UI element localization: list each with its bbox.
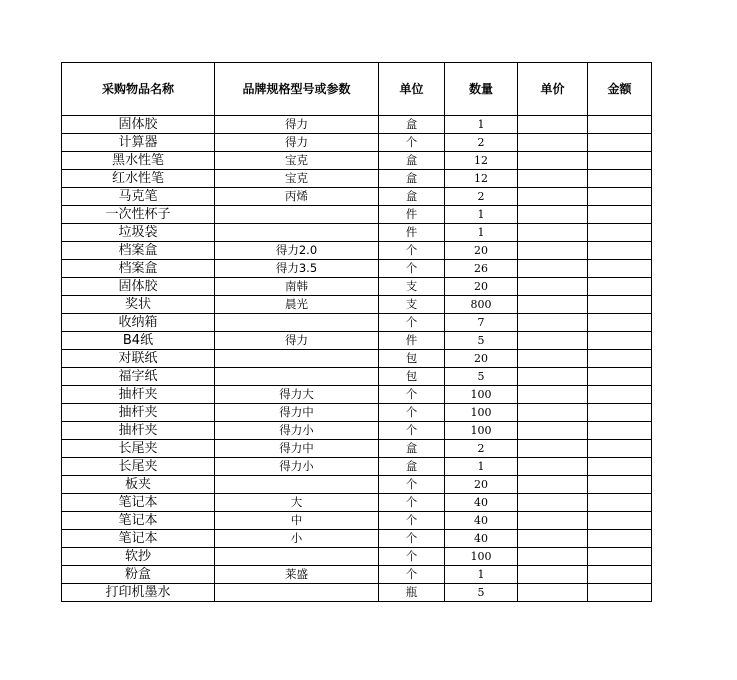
cell-unit: 支 <box>379 278 445 296</box>
cell-unit: 个 <box>379 530 445 548</box>
cell-unit-price <box>518 278 588 296</box>
header-unit-price: 单价 <box>518 63 588 116</box>
cell-unit-price <box>518 206 588 224</box>
cell-item-name: 抽杆夹 <box>62 404 215 422</box>
cell-amount <box>588 296 652 314</box>
cell-quantity: 1 <box>445 116 518 134</box>
cell-quantity: 40 <box>445 494 518 512</box>
cell-unit-price <box>518 548 588 566</box>
cell-unit: 件 <box>379 206 445 224</box>
cell-amount <box>588 512 652 530</box>
cell-spec: 大 <box>215 494 379 512</box>
cell-quantity: 1 <box>445 224 518 242</box>
cell-quantity: 20 <box>445 350 518 368</box>
cell-amount <box>588 584 652 602</box>
cell-spec: 得力大 <box>215 386 379 404</box>
cell-amount <box>588 404 652 422</box>
cell-quantity: 100 <box>445 386 518 404</box>
cell-unit-price <box>518 476 588 494</box>
cell-unit-price <box>518 404 588 422</box>
cell-spec <box>215 350 379 368</box>
cell-item-name: 收纳箱 <box>62 314 215 332</box>
cell-quantity: 20 <box>445 476 518 494</box>
table-row <box>62 332 652 350</box>
cell-spec <box>215 224 379 242</box>
cell-amount <box>588 116 652 134</box>
cell-spec: 丙烯 <box>215 188 379 206</box>
table-row <box>62 296 652 314</box>
cell-unit-price <box>518 314 588 332</box>
cell-amount <box>588 260 652 278</box>
cell-unit: 包 <box>379 350 445 368</box>
table-row <box>62 494 652 512</box>
cell-unit-price <box>518 332 588 350</box>
table-row <box>62 530 652 548</box>
cell-unit: 个 <box>379 314 445 332</box>
header-item-name: 采购物品名称 <box>62 63 215 116</box>
cell-quantity: 100 <box>445 404 518 422</box>
table-row <box>62 476 652 494</box>
cell-quantity: 2 <box>445 440 518 458</box>
cell-amount <box>588 224 652 242</box>
cell-amount <box>588 206 652 224</box>
cell-unit: 盒 <box>379 440 445 458</box>
cell-unit: 件 <box>379 224 445 242</box>
cell-amount <box>588 314 652 332</box>
header-quantity: 数量 <box>445 63 518 116</box>
cell-unit-price <box>518 422 588 440</box>
cell-item-name: 笔记本 <box>62 530 215 548</box>
cell-item-name: 档案盒 <box>62 242 215 260</box>
cell-spec: 得力3.5 <box>215 260 379 278</box>
cell-amount <box>588 152 652 170</box>
header-row <box>62 63 652 116</box>
cell-quantity: 1 <box>445 566 518 584</box>
cell-amount <box>588 278 652 296</box>
cell-amount <box>588 386 652 404</box>
cell-amount <box>588 242 652 260</box>
cell-item-name: 马克笔 <box>62 188 215 206</box>
cell-item-name: 红水性笔 <box>62 170 215 188</box>
cell-unit-price <box>518 188 588 206</box>
cell-quantity: 1 <box>445 458 518 476</box>
cell-quantity: 2 <box>445 188 518 206</box>
cell-unit-price <box>518 296 588 314</box>
cell-spec: 得力小 <box>215 422 379 440</box>
cell-amount <box>588 566 652 584</box>
cell-spec: 得力2.0 <box>215 242 379 260</box>
cell-spec: 晨光 <box>215 296 379 314</box>
table-row <box>62 350 652 368</box>
cell-unit: 个 <box>379 566 445 584</box>
cell-spec <box>215 548 379 566</box>
cell-item-name: 粉盒 <box>62 566 215 584</box>
table-row <box>62 512 652 530</box>
cell-unit: 个 <box>379 404 445 422</box>
cell-spec: 得力小 <box>215 458 379 476</box>
cell-unit-price <box>518 530 588 548</box>
table-row <box>62 152 652 170</box>
table-row <box>62 206 652 224</box>
cell-unit: 瓶 <box>379 584 445 602</box>
cell-spec <box>215 314 379 332</box>
cell-item-name: 奖状 <box>62 296 215 314</box>
cell-item-name: 黑水性笔 <box>62 152 215 170</box>
cell-quantity: 26 <box>445 260 518 278</box>
cell-quantity: 2 <box>445 134 518 152</box>
table-row <box>62 548 652 566</box>
cell-unit-price <box>518 440 588 458</box>
cell-unit: 包 <box>379 368 445 386</box>
cell-quantity: 40 <box>445 530 518 548</box>
cell-amount <box>588 134 652 152</box>
cell-spec: 得力 <box>215 332 379 350</box>
cell-item-name: 档案盒 <box>62 260 215 278</box>
cell-spec <box>215 584 379 602</box>
cell-item-name: 对联纸 <box>62 350 215 368</box>
cell-item-name: 抽杆夹 <box>62 422 215 440</box>
cell-unit: 个 <box>379 260 445 278</box>
cell-quantity: 20 <box>445 242 518 260</box>
cell-quantity: 40 <box>445 512 518 530</box>
cell-unit: 盒 <box>379 170 445 188</box>
cell-quantity: 5 <box>445 584 518 602</box>
cell-quantity: 5 <box>445 332 518 350</box>
cell-item-name: B4纸 <box>62 332 215 350</box>
cell-spec: 得力 <box>215 134 379 152</box>
cell-unit-price <box>518 170 588 188</box>
table-row <box>62 314 652 332</box>
table-row <box>62 242 652 260</box>
cell-unit: 盒 <box>379 116 445 134</box>
cell-quantity: 100 <box>445 422 518 440</box>
table-row <box>62 566 652 584</box>
cell-unit-price <box>518 116 588 134</box>
cell-amount <box>588 458 652 476</box>
table-body <box>62 116 652 602</box>
cell-amount <box>588 350 652 368</box>
cell-item-name: 垃圾袋 <box>62 224 215 242</box>
cell-unit-price <box>518 458 588 476</box>
table-row <box>62 440 652 458</box>
table-row <box>62 224 652 242</box>
cell-item-name: 固体胶 <box>62 116 215 134</box>
cell-unit: 盒 <box>379 458 445 476</box>
table-row <box>62 458 652 476</box>
table-row <box>62 386 652 404</box>
cell-spec: 宝克 <box>215 170 379 188</box>
cell-spec: 莱盛 <box>215 566 379 584</box>
cell-spec <box>215 476 379 494</box>
cell-amount <box>588 530 652 548</box>
cell-unit: 个 <box>379 422 445 440</box>
cell-quantity: 12 <box>445 170 518 188</box>
cell-unit-price <box>518 512 588 530</box>
cell-spec: 得力中 <box>215 440 379 458</box>
cell-amount <box>588 332 652 350</box>
cell-spec <box>215 368 379 386</box>
cell-item-name: 打印机墨水 <box>62 584 215 602</box>
cell-item-name: 长尾夹 <box>62 440 215 458</box>
cell-item-name: 抽杆夹 <box>62 386 215 404</box>
cell-unit: 个 <box>379 476 445 494</box>
cell-unit-price <box>518 566 588 584</box>
cell-unit-price <box>518 242 588 260</box>
cell-item-name: 笔记本 <box>62 494 215 512</box>
cell-unit: 个 <box>379 494 445 512</box>
cell-item-name: 笔记本 <box>62 512 215 530</box>
header-unit: 单位 <box>379 63 445 116</box>
cell-amount <box>588 476 652 494</box>
cell-unit: 个 <box>379 386 445 404</box>
cell-item-name: 一次性杯子 <box>62 206 215 224</box>
cell-unit: 件 <box>379 332 445 350</box>
table-row <box>62 116 652 134</box>
cell-item-name: 长尾夹 <box>62 458 215 476</box>
table-row <box>62 584 652 602</box>
cell-spec: 宝克 <box>215 152 379 170</box>
cell-amount <box>588 170 652 188</box>
cell-amount <box>588 422 652 440</box>
cell-amount <box>588 548 652 566</box>
cell-quantity: 100 <box>445 548 518 566</box>
cell-unit-price <box>518 134 588 152</box>
table-row <box>62 404 652 422</box>
cell-unit-price <box>518 368 588 386</box>
header-spec: 品牌规格型号或参数 <box>215 63 379 116</box>
cell-quantity: 800 <box>445 296 518 314</box>
cell-item-name: 福字纸 <box>62 368 215 386</box>
cell-unit-price <box>518 494 588 512</box>
cell-unit: 个 <box>379 548 445 566</box>
cell-item-name: 计算器 <box>62 134 215 152</box>
table-row <box>62 278 652 296</box>
cell-quantity: 1 <box>445 206 518 224</box>
cell-unit-price <box>518 260 588 278</box>
cell-quantity: 7 <box>445 314 518 332</box>
purchase-table <box>61 62 652 602</box>
table-row <box>62 134 652 152</box>
table-row <box>62 260 652 278</box>
cell-unit: 支 <box>379 296 445 314</box>
cell-unit: 个 <box>379 512 445 530</box>
cell-amount <box>588 494 652 512</box>
cell-item-name: 固体胶 <box>62 278 215 296</box>
cell-quantity: 5 <box>445 368 518 386</box>
cell-unit-price <box>518 224 588 242</box>
cell-unit: 个 <box>379 134 445 152</box>
cell-amount <box>588 368 652 386</box>
cell-amount <box>588 188 652 206</box>
cell-amount <box>588 440 652 458</box>
cell-unit-price <box>518 350 588 368</box>
cell-quantity: 12 <box>445 152 518 170</box>
cell-item-name: 板夹 <box>62 476 215 494</box>
cell-unit: 盒 <box>379 188 445 206</box>
cell-unit: 个 <box>379 242 445 260</box>
header-amount: 金额 <box>588 63 652 116</box>
cell-unit-price <box>518 152 588 170</box>
cell-spec: 得力 <box>215 116 379 134</box>
cell-quantity: 20 <box>445 278 518 296</box>
table-row <box>62 188 652 206</box>
cell-spec <box>215 206 379 224</box>
table-row <box>62 368 652 386</box>
cell-spec: 中 <box>215 512 379 530</box>
cell-unit-price <box>518 584 588 602</box>
cell-item-name: 软抄 <box>62 548 215 566</box>
cell-spec: 得力中 <box>215 404 379 422</box>
table-row <box>62 422 652 440</box>
cell-unit: 盒 <box>379 152 445 170</box>
cell-unit-price <box>518 386 588 404</box>
table-row <box>62 170 652 188</box>
cell-spec: 小 <box>215 530 379 548</box>
cell-spec: 南韩 <box>215 278 379 296</box>
